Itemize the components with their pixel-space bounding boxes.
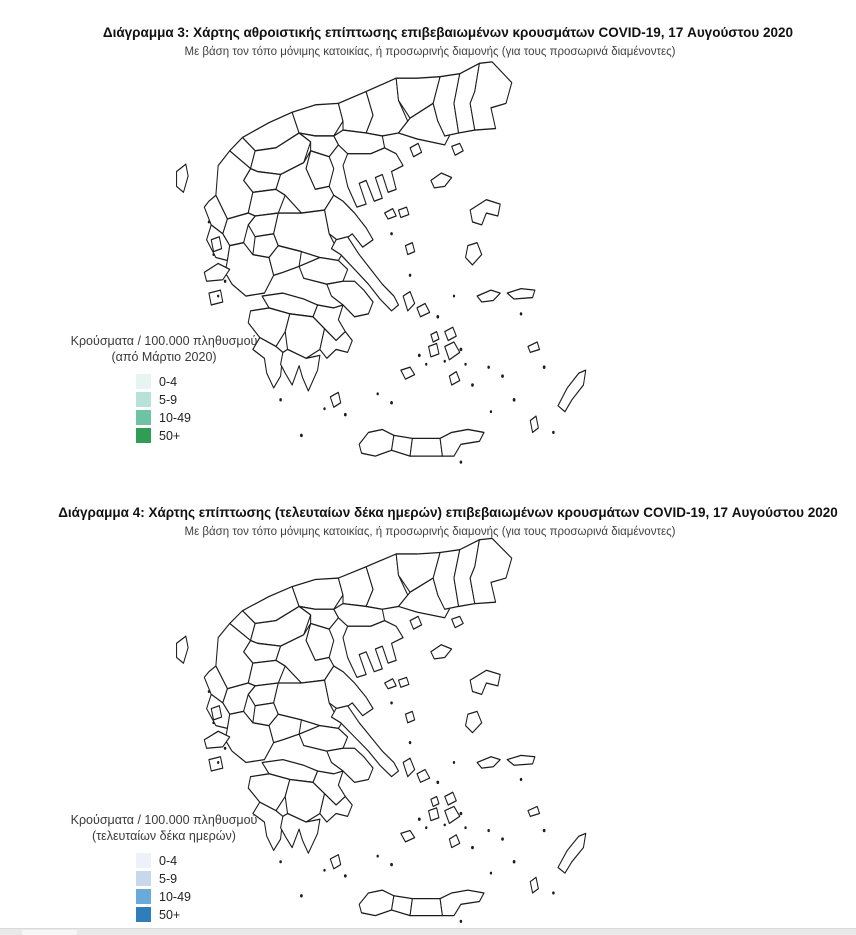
- region-kerkyra: [177, 164, 189, 192]
- region-skyros: [405, 711, 414, 722]
- legend-swatch-50plus: [136, 428, 151, 443]
- region-limnos: [431, 645, 452, 659]
- region-naxos: [445, 806, 460, 823]
- legend-swatch-0-4: [136, 374, 151, 389]
- region-kerkyra: [177, 636, 189, 663]
- region-ikaria: [477, 757, 500, 768]
- legend-rows: [52, 852, 276, 924]
- horizontal-scrollbar-thumb[interactable]: [22, 930, 77, 935]
- region-lakonia: [281, 349, 320, 391]
- region-limnos: [431, 173, 452, 188]
- legend-row: [136, 852, 276, 870]
- chart-3-legend: [52, 333, 276, 445]
- chart-4-legend: [52, 812, 276, 924]
- region-samos: [507, 755, 535, 765]
- region-chalkidiki: [343, 148, 403, 207]
- legend-label-0-4: 0-4: [159, 853, 178, 868]
- region-kythira: [330, 855, 340, 869]
- legend-label-10-49: 10-49: [159, 410, 191, 425]
- region-lasithi: [440, 429, 484, 456]
- region-chalkidiki: [343, 621, 403, 678]
- legend-label-10-49: 10-49: [159, 889, 191, 904]
- region-thasos: [410, 616, 422, 629]
- legend-row: [136, 427, 276, 445]
- region-santorini: [449, 372, 459, 385]
- legend-swatch-5-9: [136, 392, 151, 407]
- region-milos: [401, 831, 415, 842]
- legend-label-5-9: 5-9: [159, 392, 178, 407]
- region-chania: [359, 429, 394, 456]
- legend-label-50plus: 50+: [159, 428, 181, 443]
- region-milos: [401, 367, 415, 379]
- chart-4-subtitle: Με βάση τον τόπο μόνιμης κατοικίας, ή προσωρινής διαμονής (για τους προσωρινά διαμένοντες): [184, 525, 676, 538]
- region-pella: [292, 103, 343, 136]
- region-naxos: [445, 342, 460, 360]
- region-lesvos: [470, 200, 500, 225]
- region-trikala: [248, 189, 285, 216]
- region-ilia: [248, 774, 290, 811]
- region-kos: [528, 806, 540, 816]
- region-mykonos: [445, 327, 457, 340]
- legend-swatch-0-4: [136, 853, 151, 868]
- region-pella: [292, 578, 343, 609]
- legend-unit-label: Κρούσματα / 100.000 πληθυσμού: [70, 334, 258, 348]
- region-skyros: [405, 243, 414, 255]
- region-samos: [507, 289, 535, 299]
- legend-swatch-10-49: [136, 889, 151, 904]
- legend-label-0-4: 0-4: [159, 374, 178, 389]
- legend-swatch-5-9: [136, 871, 151, 886]
- region-paros: [429, 343, 439, 356]
- legend-period-label: (από Μάρτιο 2020): [111, 350, 217, 365]
- legend-label-5-9: 5-9: [159, 871, 178, 886]
- region-karpathos: [530, 877, 538, 893]
- region-chania: [359, 890, 394, 916]
- legend-row: [136, 888, 276, 906]
- region-irakleio: [410, 899, 442, 916]
- region-lefkada: [211, 706, 221, 720]
- region-voiotia: [299, 258, 348, 285]
- region-mykonos: [445, 792, 457, 805]
- legend-row: [136, 906, 276, 924]
- legend-label-50plus: 50+: [159, 907, 181, 922]
- legend-row: [136, 409, 276, 427]
- region-chios: [466, 243, 482, 265]
- region-skopelos: [385, 209, 397, 219]
- region-andros: [403, 758, 415, 776]
- region-lefkada: [211, 237, 221, 252]
- legend-swatch-50plus: [136, 907, 151, 922]
- region-tinos: [417, 770, 430, 783]
- region-alonnisos: [398, 677, 408, 687]
- region-karpathos: [530, 416, 538, 432]
- region-ikaria: [477, 290, 500, 302]
- legend-swatch-10-49: [136, 410, 151, 425]
- region-rethymno: [392, 896, 413, 916]
- region-thasos: [410, 143, 422, 156]
- legend-row: [136, 870, 276, 888]
- region-zakynthos: [209, 290, 223, 305]
- region-rodos: [558, 833, 586, 873]
- region-samothraki: [452, 143, 464, 155]
- legend-title: [52, 812, 276, 845]
- region-alonnisos: [398, 207, 408, 217]
- region-lesvos: [470, 670, 500, 694]
- region-paros: [429, 808, 439, 821]
- horizontal-scrollbar[interactable]: [0, 928, 856, 935]
- legend-period-label: (τελευταίων δέκα ημερών): [92, 829, 236, 844]
- region-rodos: [558, 370, 586, 412]
- region-voiotia: [299, 726, 348, 752]
- region-chios: [466, 711, 482, 732]
- region-rethymno: [392, 435, 413, 456]
- legend-rows: [52, 373, 276, 445]
- region-kos: [528, 342, 540, 352]
- legend-row: [136, 373, 276, 391]
- legend-row: [136, 391, 276, 409]
- region-zakynthos: [209, 757, 223, 771]
- legend-title: [52, 333, 276, 366]
- region-syros: [431, 332, 439, 342]
- region-trikala: [248, 660, 285, 686]
- region-andros: [403, 292, 415, 311]
- chart-3-subtitle: Με βάση τον τόπο μόνιμης κατοικίας, ή προσωρινής διαμονής (για τους προσωρινά διαμένοντες): [184, 45, 676, 58]
- region-kythira: [330, 392, 340, 407]
- region-lasithi: [440, 890, 484, 916]
- region-tinos: [417, 303, 430, 316]
- chart-4-title: Διάγραμμα 4: Χάρτης επίπτωσης (τελευταίων δέκα ημερών) επιβεβαιωμένων κρουσμάτων COVID-19, 17 Αυγούστου 2020: [58, 505, 838, 521]
- region-syros: [431, 797, 439, 807]
- chart-3-title: Διάγραμμα 3: Χάρτης αθροιστικής επίπτωσης επιβεβαιωμένων κρουσμάτων COVID-19, 17 Αυγούστου 2020: [102, 25, 794, 41]
- region-skopelos: [385, 679, 397, 689]
- region-santorini: [449, 835, 459, 848]
- region-irakleio: [410, 438, 442, 456]
- region-lakonia: [281, 814, 320, 854]
- legend-unit-label: Κρούσματα / 100.000 πληθυσμού: [70, 813, 258, 827]
- region-samothraki: [452, 616, 464, 627]
